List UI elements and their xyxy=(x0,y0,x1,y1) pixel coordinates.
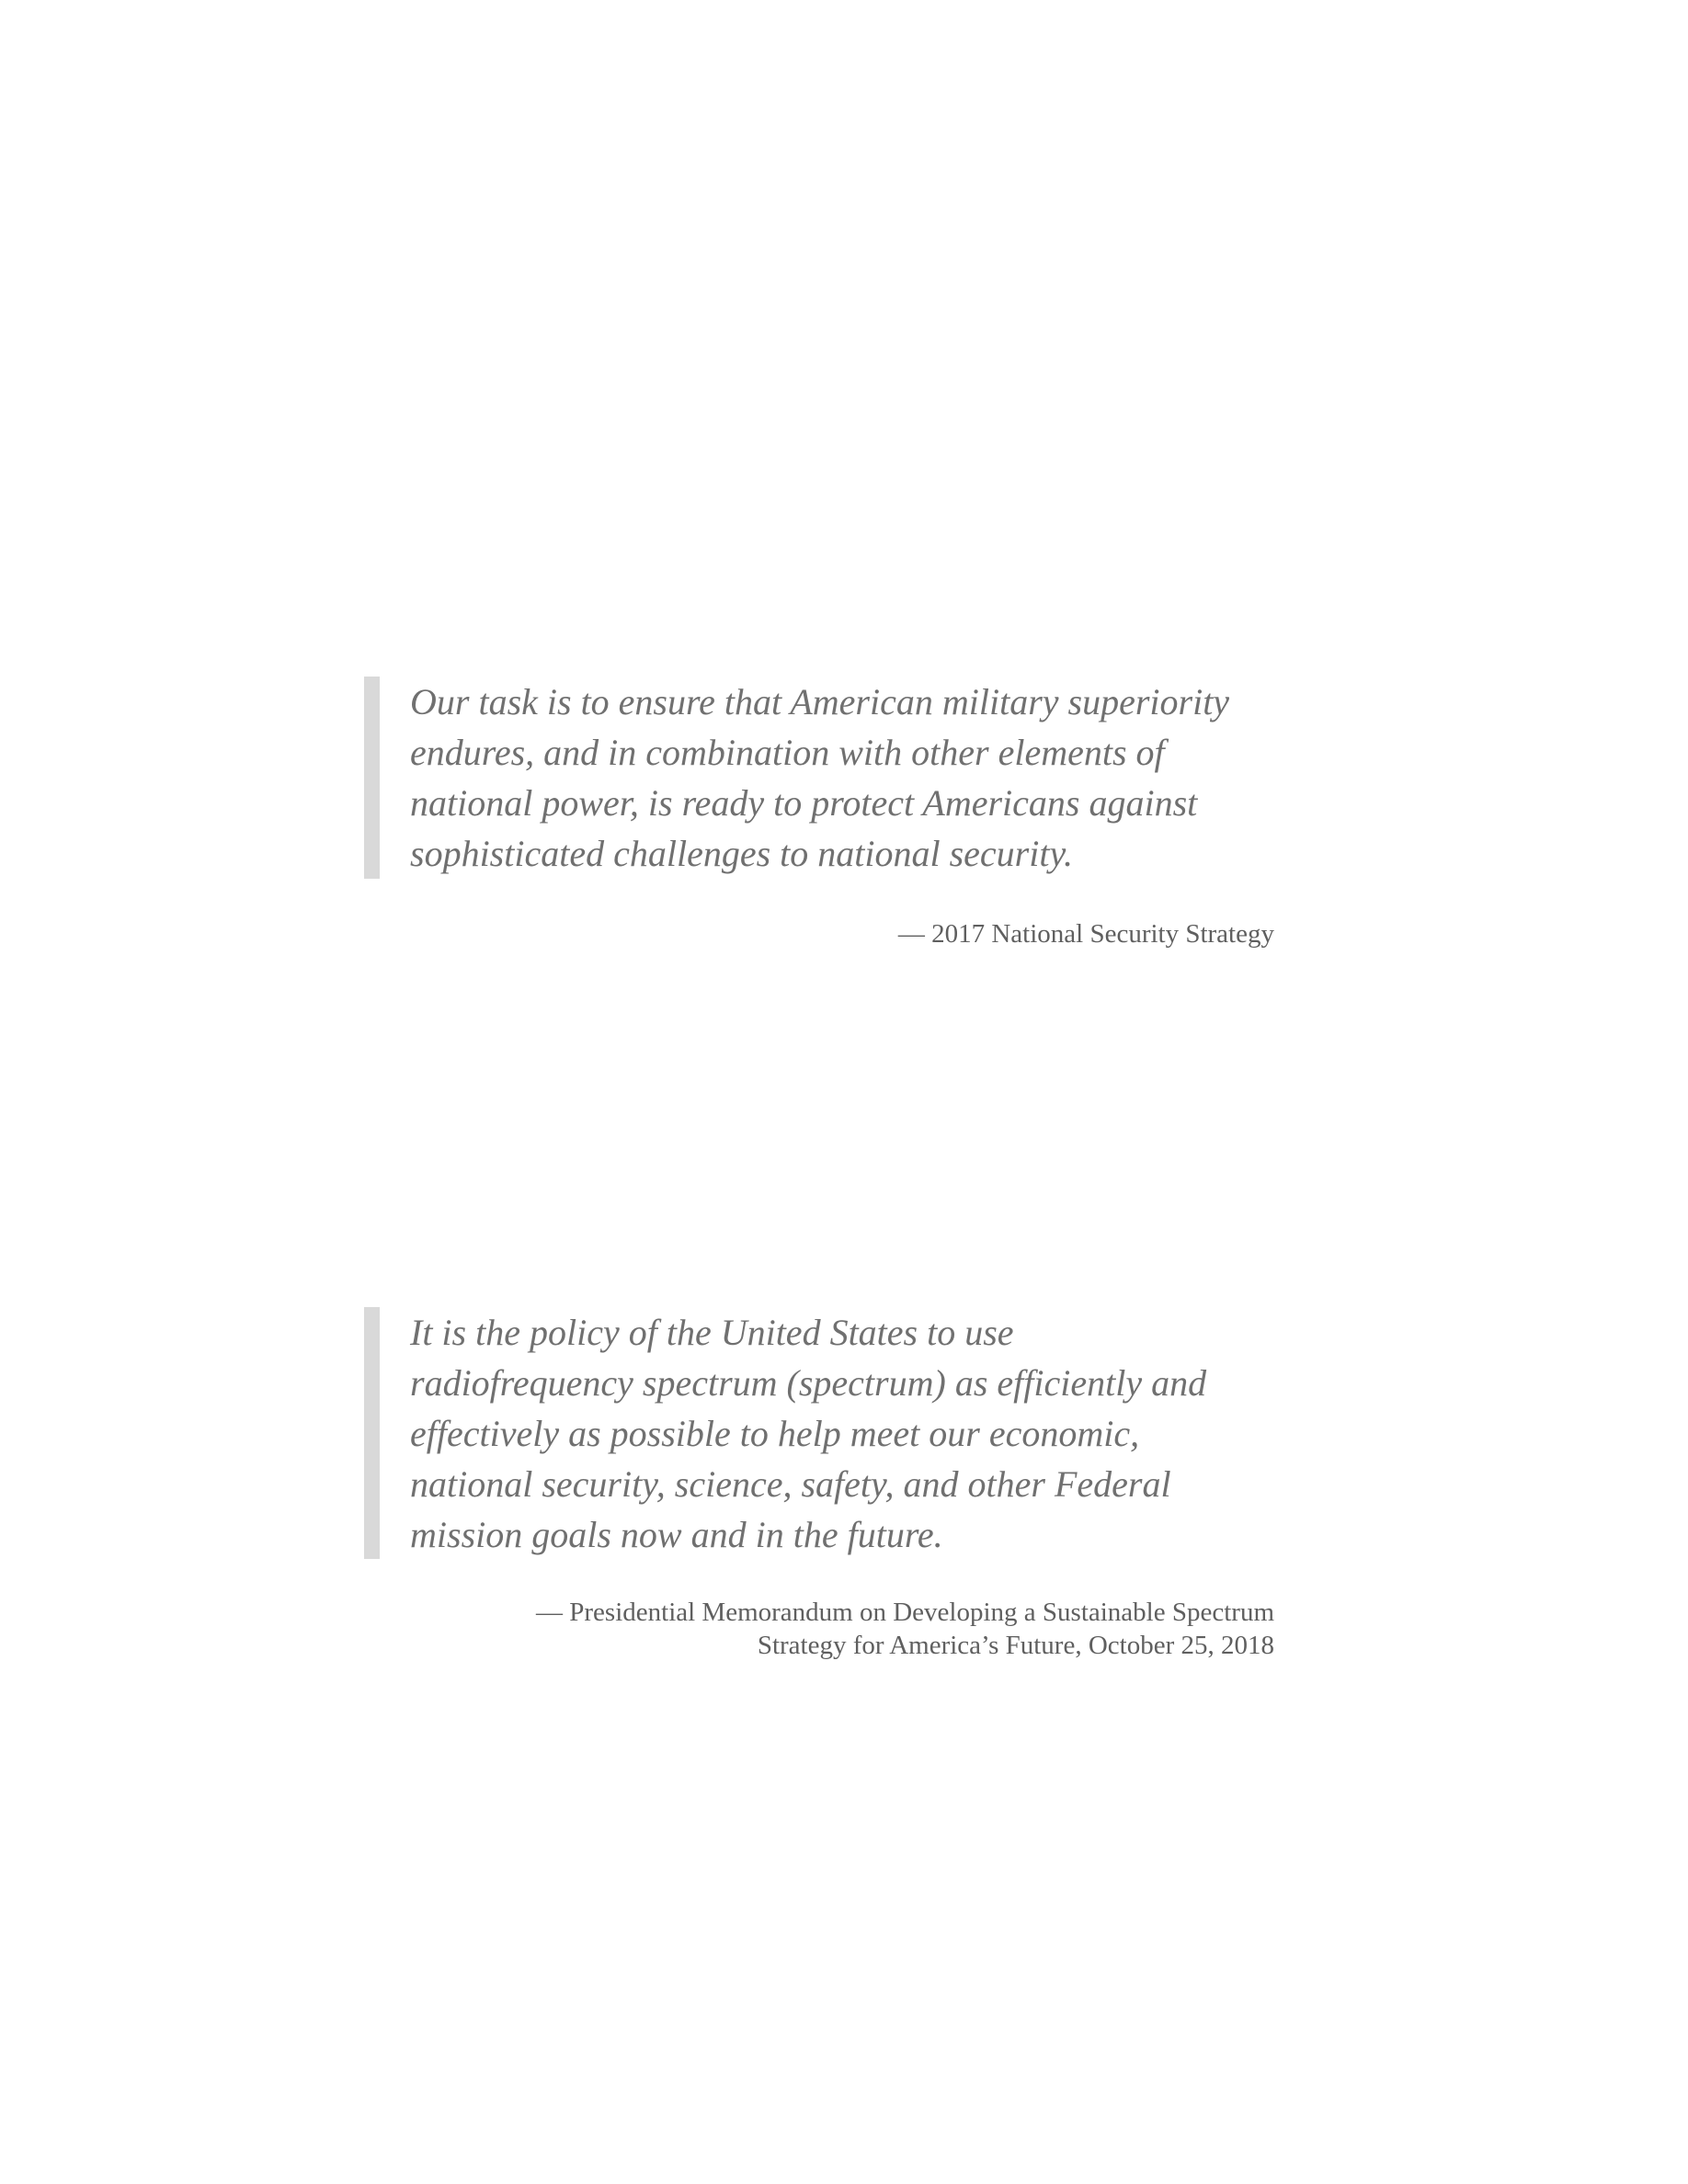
pull-quote-spectrum-policy xyxy=(364,1307,1274,1675)
quote-text xyxy=(410,1307,1293,1560)
quote-line: national security, science, safety, and other Federal xyxy=(410,1463,1171,1505)
quote-line: It is the policy of the United States to use xyxy=(410,1312,1014,1353)
attribution-line: — Presidential Memorandum on Developing a Sustainable Spectrum xyxy=(536,1598,1274,1627)
quote-line: endures, and in combination with other elements of xyxy=(410,732,1165,773)
quote-accent-bar xyxy=(364,1307,380,1559)
attribution-line: — 2017 National Security Strategy xyxy=(897,919,1274,949)
quote-text xyxy=(410,677,1293,879)
quote-line: sophisticated challenges to national security. xyxy=(410,833,1074,874)
attribution-line: Strategy for America’s Future, October 25, 2018 xyxy=(757,1631,1274,1660)
quote-line: mission goals now and in the future. xyxy=(410,1514,943,1555)
quote-line: effectively as possible to help meet our economic, xyxy=(410,1413,1140,1454)
quote-line: radiofrequency spectrum (spectrum) as efficiently and xyxy=(410,1362,1207,1404)
pull-quote-national-security xyxy=(364,677,1274,961)
quote-line: national power, is ready to protect Americans against xyxy=(410,782,1198,824)
quote-attribution xyxy=(898,917,1274,950)
quote-line: Our task is to ensure that American military superiority xyxy=(410,681,1230,722)
quote-accent-bar xyxy=(364,677,380,879)
quote-attribution xyxy=(536,1596,1274,1662)
